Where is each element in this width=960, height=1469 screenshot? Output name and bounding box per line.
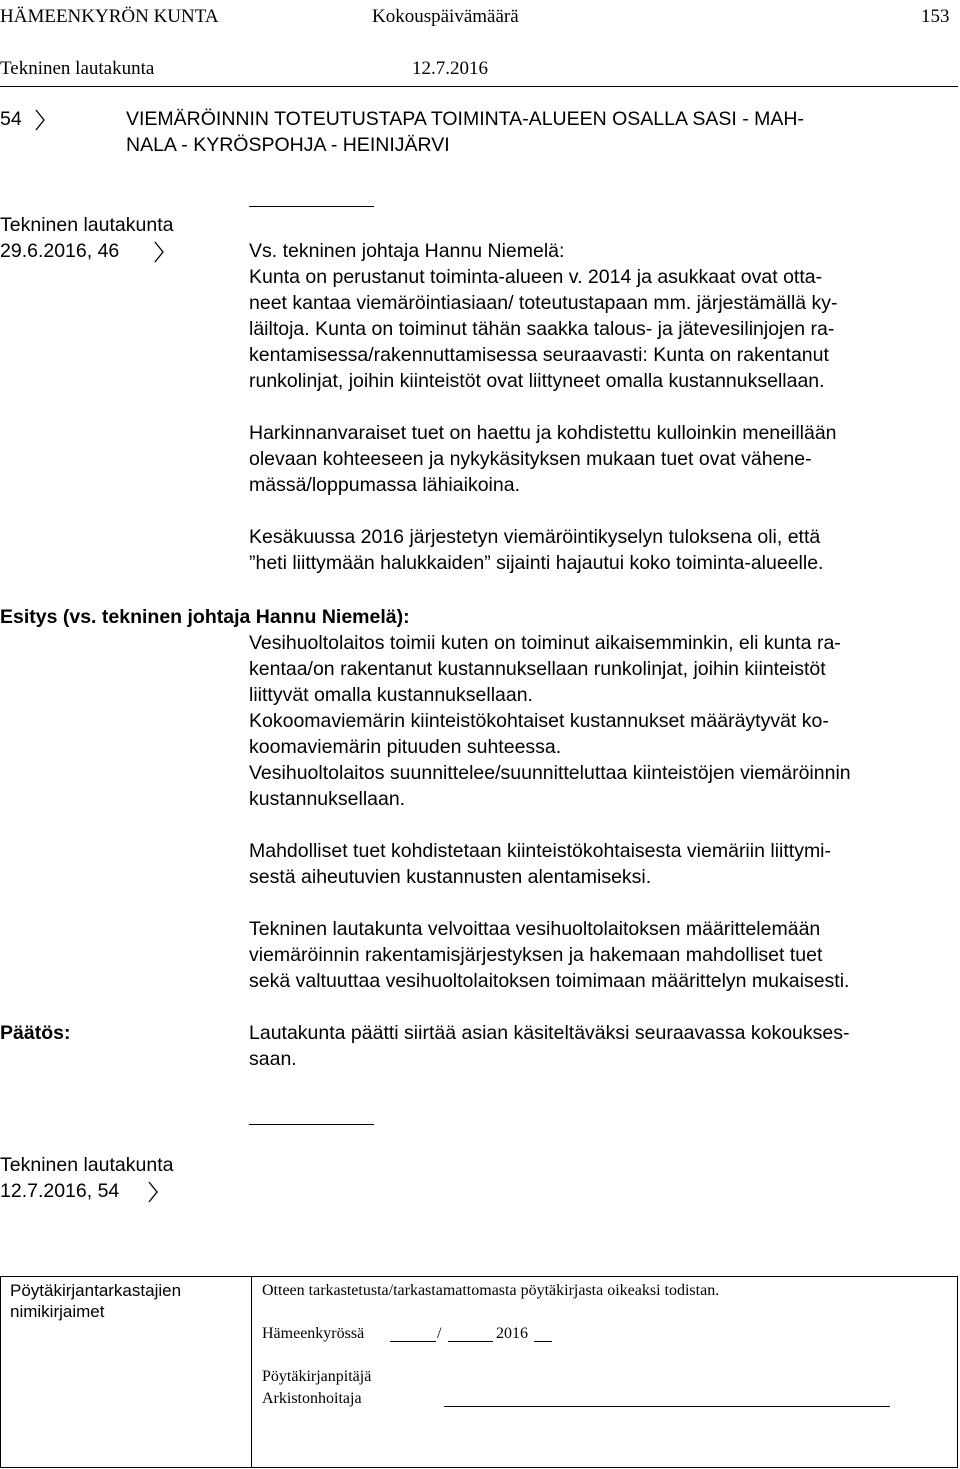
paragraph-line: sekä valtuuttaa vesihuoltolaitoksen toimimaan määrittelyn mukaisesti. xyxy=(249,970,850,992)
paragraph-line: Tekninen lautakunta velvoittaa vesihuoltolaitoksen määrittelemään xyxy=(249,918,821,940)
paragraph-line: kustannuksellaan. xyxy=(249,788,406,810)
paragraph-line: olevaan kohteeseen ja nykykäsityksen mukaan tuet ovat vähene- xyxy=(249,448,812,470)
day-blank[interactable] xyxy=(390,1341,436,1342)
decision-text xyxy=(249,1020,850,1072)
paragraph-line: viemäröinnin rakentamisjärjestyksen ja hakemaan mahdolliset tuet xyxy=(249,944,823,966)
item-number: 54 xyxy=(0,108,22,130)
paragraph-line: liittyvät omalla kustannuksellaan. xyxy=(249,684,533,706)
paragraph-line: ”heti liittymään halukkaiden” sijainti hajautui koko toiminta-alueelle. xyxy=(249,552,824,574)
paragraph-line: Harkinnanvaraiset tuet on haettu ja kohdistettu kulloinkin meneillään xyxy=(249,422,837,444)
prior-ref-number: 29.6.2016, 46 xyxy=(0,240,120,262)
presentation-text xyxy=(249,238,838,394)
proposal-label: Esitys (vs. tekninen johtaja Hannu Niemelä): xyxy=(0,606,410,628)
presentation-line: kentamisessa/rakennuttamisessa seuraavasti: Kunta on rakentanut xyxy=(249,344,829,366)
item-title-line1: VIEMÄRÖINNIN TOTEUTUSTAPA TOIMINTA-ALUEEN OSALLA SASI - MAH- xyxy=(126,108,804,130)
archivist-label: Arkistonhoitaja xyxy=(262,1390,362,1407)
presentation-paragraph-3 xyxy=(249,524,823,576)
decision-label: Päätös: xyxy=(0,1022,71,1044)
presentation-line: Kunta on perustanut toiminta-alueen v. 2014 ja asukkaat ovat otta- xyxy=(249,266,823,288)
header-page-number: 153 xyxy=(921,6,950,27)
presentation-line: läiltoja. Kunta on toiminut tähän saakka talous- ja jätevesilinjojen ra- xyxy=(249,318,835,340)
paragraph-line: sestä aiheutuvien kustannusten alentamiseksi. xyxy=(249,866,652,888)
place-text: Hämeenkyrössä xyxy=(262,1325,365,1342)
separator-line xyxy=(249,1124,374,1125)
header-doc-type: Kokouspäivämäärä xyxy=(372,6,519,27)
footer-divider xyxy=(251,1276,252,1468)
paragraph-line: kentaa/on rakentanut kustannuksellaan runkolinjat, joihin kiinteistöt xyxy=(249,658,826,680)
paragraph-line: koomaviemärin pituuden suhteessa. xyxy=(249,736,562,758)
separator-line xyxy=(249,206,374,207)
paragraph-line: Kokoomaviemärin kiinteistökohtaiset kustannukset määräytyvät ko- xyxy=(249,710,829,732)
item-title-line2: NALA - KYRÖSPOHJA - HEINIJÄRVI xyxy=(126,134,450,156)
keeper-label: Pöytäkirjanpitäjä xyxy=(262,1368,372,1385)
paragraph-line: Mahdolliset tuet kohdistetaan kiinteistökohtaisesta viemäriin liittymi- xyxy=(249,840,832,862)
proposal-paragraph-1 xyxy=(249,630,851,812)
header-committee: Tekninen lautakunta xyxy=(0,58,155,79)
certify-text: Otteen tarkastetusta/tarkastamattomasta pöytäkirjasta oikeaksi todistan. xyxy=(262,1282,720,1299)
proposal-paragraph-3 xyxy=(249,916,849,994)
paragraph-line: Kesäkuussa 2016 järjestetyn viemäröintikyselyn tuloksena oli, että xyxy=(249,526,821,548)
paragraph-line: Lautakunta päätti siirtää asian käsiteltäväksi seuraavassa kokoukses- xyxy=(249,1022,850,1044)
paragraph-line: Vesihuoltolaitos suunnittelee/suunnitteluttaa kiinteistöjen viemäröinnin xyxy=(249,762,851,784)
prior-ref-committee: Tekninen lautakunta xyxy=(0,214,174,236)
section-mark-icon xyxy=(34,108,46,132)
header-date: 12.7.2016 xyxy=(412,58,488,79)
initials-label-2: nimikirjaimet xyxy=(10,1302,105,1321)
current-ref-committee: Tekninen lautakunta xyxy=(0,1154,174,1176)
current-ref-number: 12.7.2016, 54 xyxy=(0,1180,120,1202)
presentation-line: Vs. tekninen johtaja Hannu Niemelä: xyxy=(249,240,565,262)
proposal-paragraph-2 xyxy=(249,838,831,890)
paragraph-line: saan. xyxy=(249,1048,297,1070)
presentation-line: runkolinjat, joihin kiinteistöt ovat liittyneet omalla kustannuksellaan. xyxy=(249,370,825,392)
month-blank[interactable] xyxy=(448,1341,493,1342)
year-blank[interactable] xyxy=(534,1341,552,1342)
header-rule xyxy=(0,86,958,87)
presentation-line: neet kantaa viemäröintiasiaan/ toteutustapaan mm. järjestämällä ky- xyxy=(249,292,838,314)
section-mark-icon xyxy=(153,240,165,264)
paragraph-line: Vesihuoltolaitos toimii kuten on toiminut aikaisemminkin, eli kunta ra- xyxy=(249,632,841,654)
date-slash: / xyxy=(437,1325,442,1342)
paragraph-line: mässä/loppumassa lähiaikoina. xyxy=(249,474,520,496)
year-text: 2016 xyxy=(496,1325,528,1342)
header-org: HÄMEENKYRÖN KUNTA xyxy=(0,6,219,27)
presentation-paragraph-2 xyxy=(249,420,837,498)
section-mark-icon xyxy=(147,1180,159,1204)
initials-label: Pöytäkirjantarkastajien xyxy=(10,1281,182,1300)
footer-box xyxy=(0,1276,958,1468)
signature-blank[interactable] xyxy=(444,1406,890,1407)
